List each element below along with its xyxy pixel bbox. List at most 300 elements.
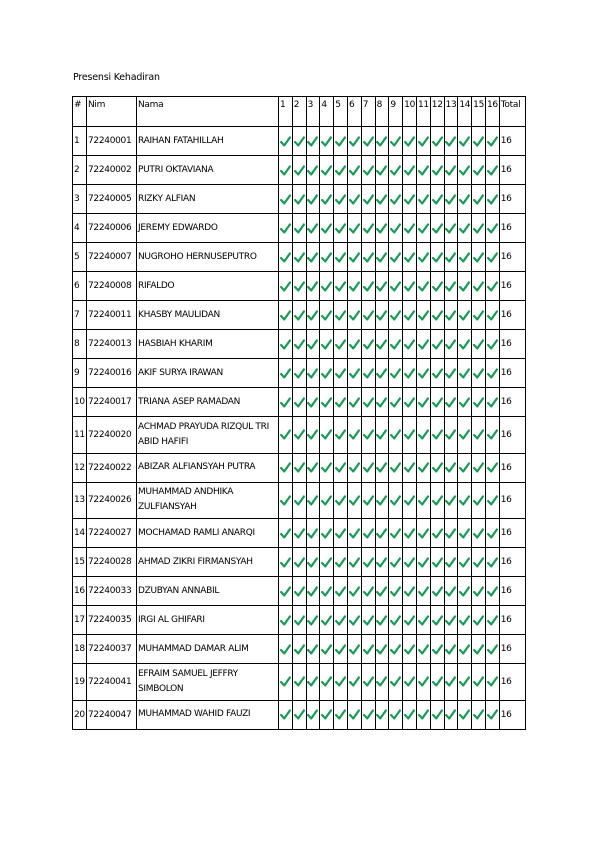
attendance-cell: [403, 301, 417, 330]
table-row: [73, 127, 526, 156]
attendance-cell: [279, 185, 293, 214]
checkmark-icon: [459, 136, 470, 147]
checkmark-icon: [459, 644, 470, 655]
attendance-cell: [361, 127, 375, 156]
attendance-cell: [458, 548, 472, 577]
checkmark-icon: [390, 339, 401, 350]
attendance-cell: [292, 664, 306, 701]
table-row: [73, 330, 526, 359]
checkmark-icon: [294, 165, 305, 176]
attendance-cell: [472, 243, 486, 272]
checkmark-icon: [418, 495, 429, 506]
checkmark-icon: [376, 586, 387, 597]
checkmark-icon: [418, 310, 429, 321]
checkmark-icon: [307, 165, 318, 176]
attendance-cell: [444, 243, 458, 272]
row-number: 7: [73, 301, 87, 330]
checkmark-icon: [335, 709, 346, 720]
checkmark-icon: [445, 615, 456, 626]
checkmark-icon: [432, 586, 443, 597]
checkmark-icon: [321, 676, 332, 687]
row-nim: 72240047: [87, 700, 137, 729]
checkmark-icon: [294, 557, 305, 568]
checkmark-icon: [349, 281, 360, 292]
checkmark-icon: [335, 462, 346, 473]
row-total: 16: [499, 272, 525, 301]
checkmark-icon: [376, 429, 387, 440]
checkmark-icon: [376, 615, 387, 626]
table-row: [73, 243, 526, 272]
attendance-cell: [306, 214, 320, 243]
attendance-cell: [472, 664, 486, 701]
checkmark-icon: [445, 194, 456, 205]
table-row: [73, 635, 526, 664]
attendance-cell: [430, 272, 444, 301]
checkmark-icon: [321, 644, 332, 655]
attendance-cell: [430, 635, 444, 664]
row-nim: 72240008: [87, 272, 137, 301]
row-name: KHASBY MAULIDAN: [137, 301, 279, 330]
attendance-cell: [375, 417, 389, 454]
checkmark-icon: [294, 429, 305, 440]
checkmark-icon: [349, 557, 360, 568]
attendance-cell: [430, 156, 444, 185]
checkmark-icon: [376, 281, 387, 292]
checkmark-icon: [404, 495, 415, 506]
row-name: MOCHAMAD RAMLI ANARQI: [137, 519, 279, 548]
attendance-cell: [292, 453, 306, 482]
checkmark-icon: [459, 223, 470, 234]
attendance-cell: [416, 482, 430, 519]
row-number: 19: [73, 664, 87, 701]
attendance-cell: [306, 301, 320, 330]
attendance-cell: [361, 185, 375, 214]
table-row: [73, 577, 526, 606]
attendance-cell: [458, 482, 472, 519]
attendance-cell: [306, 417, 320, 454]
attendance-cell: [306, 519, 320, 548]
attendance-cell: [458, 635, 472, 664]
checkmark-icon: [404, 136, 415, 147]
attendance-cell: [361, 606, 375, 635]
attendance-cell: [458, 359, 472, 388]
attendance-cell: [485, 243, 499, 272]
attendance-cell: [279, 453, 293, 482]
attendance-cell: [375, 301, 389, 330]
checkmark-icon: [321, 709, 332, 720]
checkmark-icon: [418, 136, 429, 147]
attendance-cell: [485, 156, 499, 185]
header-meeting-6: 6: [347, 97, 361, 127]
attendance-cell: [403, 272, 417, 301]
attendance-cell: [444, 664, 458, 701]
attendance-cell: [375, 214, 389, 243]
header-meeting-11: 11: [416, 97, 430, 127]
checkmark-icon: [363, 165, 374, 176]
row-nim: 72240016: [87, 359, 137, 388]
checkmark-icon: [418, 339, 429, 350]
page-title: Presensi Kehadiran: [73, 72, 160, 83]
attendance-cell: [347, 272, 361, 301]
attendance-cell: [416, 127, 430, 156]
attendance-cell: [389, 185, 403, 214]
row-number: 13: [73, 482, 87, 519]
attendance-cell: [416, 214, 430, 243]
checkmark-icon: [459, 586, 470, 597]
attendance-cell: [361, 482, 375, 519]
checkmark-icon: [307, 136, 318, 147]
checkmark-icon: [376, 462, 387, 473]
checkmark-icon: [487, 310, 498, 321]
checkmark-icon: [307, 310, 318, 321]
checkmark-icon: [335, 397, 346, 408]
attendance-cell: [472, 482, 486, 519]
attendance-cell: [472, 388, 486, 417]
checkmark-icon: [321, 557, 332, 568]
attendance-cell: [389, 453, 403, 482]
attendance-cell: [458, 185, 472, 214]
attendance-cell: [458, 700, 472, 729]
checkmark-icon: [418, 676, 429, 687]
checkmark-icon: [390, 528, 401, 539]
checkmark-icon: [307, 252, 318, 263]
attendance-cell: [347, 417, 361, 454]
attendance-cell: [472, 156, 486, 185]
attendance-cell: [361, 301, 375, 330]
attendance-cell: [416, 635, 430, 664]
checkmark-icon: [473, 676, 484, 687]
attendance-cell: [347, 214, 361, 243]
checkmark-icon: [418, 281, 429, 292]
attendance-cell: [472, 548, 486, 577]
checkmark-icon: [390, 252, 401, 263]
attendance-cell: [306, 156, 320, 185]
checkmark-icon: [363, 586, 374, 597]
checkmark-icon: [349, 528, 360, 539]
attendance-cell: [361, 330, 375, 359]
attendance-cell: [389, 577, 403, 606]
attendance-cell: [430, 453, 444, 482]
attendance-cell: [306, 577, 320, 606]
attendance-cell: [416, 272, 430, 301]
attendance-cell: [292, 548, 306, 577]
row-nim: 72240022: [87, 453, 137, 482]
row-total: 16: [499, 548, 525, 577]
checkmark-icon: [473, 586, 484, 597]
row-total: 16: [499, 606, 525, 635]
checkmark-icon: [363, 310, 374, 321]
checkmark-icon: [404, 709, 415, 720]
row-nim: 72240041: [87, 664, 137, 701]
checkmark-icon: [404, 586, 415, 597]
attendance-cell: [472, 635, 486, 664]
row-nim: 72240007: [87, 243, 137, 272]
checkmark-icon: [432, 615, 443, 626]
checkmark-icon: [404, 676, 415, 687]
row-number: 10: [73, 388, 87, 417]
checkmark-icon: [307, 223, 318, 234]
checkmark-icon: [487, 223, 498, 234]
attendance-cell: [430, 330, 444, 359]
attendance-cell: [403, 214, 417, 243]
attendance-cell: [416, 330, 430, 359]
attendance-cell: [347, 548, 361, 577]
checkmark-icon: [321, 528, 332, 539]
checkmark-icon: [363, 557, 374, 568]
attendance-cell: [292, 330, 306, 359]
attendance-cell: [334, 453, 348, 482]
attendance-cell: [389, 301, 403, 330]
checkmark-icon: [445, 709, 456, 720]
checkmark-icon: [487, 644, 498, 655]
attendance-cell: [375, 185, 389, 214]
attendance-cell: [472, 272, 486, 301]
row-name: RIFALDO: [137, 272, 279, 301]
row-number: 5: [73, 243, 87, 272]
checkmark-icon: [280, 557, 291, 568]
attendance-cell: [361, 453, 375, 482]
attendance-cell: [389, 482, 403, 519]
checkmark-icon: [459, 281, 470, 292]
attendance-cell: [430, 700, 444, 729]
row-nim: 72240013: [87, 330, 137, 359]
table-row: [73, 453, 526, 482]
attendance-cell: [306, 635, 320, 664]
attendance-cell: [458, 243, 472, 272]
checkmark-icon: [390, 165, 401, 176]
checkmark-icon: [294, 281, 305, 292]
attendance-cell: [334, 243, 348, 272]
attendance-cell: [320, 606, 334, 635]
attendance-cell: [361, 519, 375, 548]
attendance-cell: [485, 417, 499, 454]
attendance-cell: [389, 127, 403, 156]
row-total: 16: [499, 577, 525, 606]
attendance-cell: [320, 156, 334, 185]
table-row: [73, 359, 526, 388]
row-nim: 72240035: [87, 606, 137, 635]
checkmark-icon: [335, 676, 346, 687]
attendance-cell: [403, 519, 417, 548]
attendance-cell: [306, 700, 320, 729]
checkmark-icon: [390, 136, 401, 147]
attendance-cell: [416, 156, 430, 185]
attendance-cell: [416, 301, 430, 330]
checkmark-icon: [321, 429, 332, 440]
row-name: RIZKY ALFIAN: [137, 185, 279, 214]
checkmark-icon: [363, 397, 374, 408]
attendance-cell: [347, 127, 361, 156]
checkmark-icon: [335, 429, 346, 440]
checkmark-icon: [473, 223, 484, 234]
checkmark-icon: [445, 644, 456, 655]
attendance-cell: [458, 127, 472, 156]
attendance-cell: [334, 635, 348, 664]
checkmark-icon: [487, 462, 498, 473]
attendance-cell: [361, 548, 375, 577]
attendance-cell: [430, 359, 444, 388]
attendance-cell: [334, 156, 348, 185]
checkmark-icon: [321, 165, 332, 176]
attendance-cell: [458, 417, 472, 454]
checkmark-icon: [487, 339, 498, 350]
attendance-cell: [403, 700, 417, 729]
checkmark-icon: [390, 644, 401, 655]
checkmark-icon: [376, 495, 387, 506]
attendance-cell: [389, 156, 403, 185]
table-row: [73, 417, 526, 454]
checkmark-icon: [349, 165, 360, 176]
header-meeting-4: 4: [320, 97, 334, 127]
checkmark-icon: [487, 495, 498, 506]
checkmark-icon: [459, 310, 470, 321]
checkmark-icon: [404, 615, 415, 626]
checkmark-icon: [376, 397, 387, 408]
attendance-cell: [320, 548, 334, 577]
attendance-cell: [347, 330, 361, 359]
attendance-cell: [444, 635, 458, 664]
attendance-cell: [430, 519, 444, 548]
attendance-cell: [347, 482, 361, 519]
attendance-cell: [430, 577, 444, 606]
checkmark-icon: [307, 495, 318, 506]
table-row: [73, 606, 526, 635]
checkmark-icon: [473, 339, 484, 350]
attendance-cell: [306, 272, 320, 301]
attendance-cell: [292, 635, 306, 664]
attendance-cell: [375, 664, 389, 701]
attendance-cell: [472, 214, 486, 243]
row-total: 16: [499, 127, 525, 156]
checkmark-icon: [363, 223, 374, 234]
attendance-cell: [320, 272, 334, 301]
attendance-cell: [347, 388, 361, 417]
row-name: AKIF SURYA IRAWAN: [137, 359, 279, 388]
attendance-cell: [320, 214, 334, 243]
checkmark-icon: [404, 429, 415, 440]
checkmark-icon: [404, 252, 415, 263]
checkmark-icon: [390, 676, 401, 687]
row-number: 20: [73, 700, 87, 729]
checkmark-icon: [432, 557, 443, 568]
attendance-cell: [306, 243, 320, 272]
attendance-cell: [389, 700, 403, 729]
checkmark-icon: [390, 281, 401, 292]
attendance-cell: [279, 243, 293, 272]
attendance-cell: [458, 388, 472, 417]
checkmark-icon: [321, 310, 332, 321]
attendance-cell: [279, 359, 293, 388]
checkmark-icon: [445, 528, 456, 539]
header-meeting-16: 16: [485, 97, 499, 127]
attendance-cell: [361, 417, 375, 454]
checkmark-icon: [280, 644, 291, 655]
checkmark-icon: [376, 136, 387, 147]
attendance-cell: [334, 577, 348, 606]
attendance-cell: [361, 577, 375, 606]
row-number: 9: [73, 359, 87, 388]
checkmark-icon: [487, 281, 498, 292]
checkmark-icon: [307, 586, 318, 597]
row-name: RAIHAN FATAHILLAH: [137, 127, 279, 156]
row-name: ACHMAD PRAYUDA RIZQUL TRI ABID HAFIFI: [137, 417, 279, 454]
checkmark-icon: [294, 339, 305, 350]
attendance-cell: [306, 606, 320, 635]
row-name: ABIZAR ALFIANSYAH PUTRA: [137, 453, 279, 482]
attendance-cell: [334, 272, 348, 301]
attendance-cell: [306, 359, 320, 388]
attendance-cell: [430, 417, 444, 454]
row-number: 15: [73, 548, 87, 577]
attendance-cell: [279, 127, 293, 156]
row-total: 16: [499, 185, 525, 214]
attendance-cell: [334, 482, 348, 519]
checkmark-icon: [363, 429, 374, 440]
header-total: Total: [499, 97, 525, 127]
checkmark-icon: [390, 557, 401, 568]
attendance-cell: [389, 359, 403, 388]
row-name: JEREMY EDWARDO: [137, 214, 279, 243]
checkmark-icon: [473, 615, 484, 626]
checkmark-icon: [307, 397, 318, 408]
attendance-cell: [334, 664, 348, 701]
checkmark-icon: [294, 709, 305, 720]
checkmark-icon: [445, 586, 456, 597]
checkmark-icon: [390, 709, 401, 720]
checkmark-icon: [335, 586, 346, 597]
checkmark-icon: [404, 397, 415, 408]
checkmark-icon: [445, 368, 456, 379]
attendance-cell: [334, 548, 348, 577]
attendance-cell: [320, 330, 334, 359]
table-row: [73, 519, 526, 548]
attendance-cell: [375, 127, 389, 156]
attendance-cell: [403, 330, 417, 359]
checkmark-icon: [363, 136, 374, 147]
checkmark-icon: [445, 397, 456, 408]
checkmark-icon: [349, 310, 360, 321]
checkmark-icon: [418, 528, 429, 539]
row-total: 16: [499, 301, 525, 330]
checkmark-icon: [349, 397, 360, 408]
checkmark-icon: [418, 462, 429, 473]
attendance-cell: [416, 577, 430, 606]
attendance-cell: [292, 700, 306, 729]
checkmark-icon: [487, 709, 498, 720]
checkmark-icon: [473, 165, 484, 176]
attendance-cell: [444, 548, 458, 577]
checkmark-icon: [376, 676, 387, 687]
attendance-cell: [347, 359, 361, 388]
attendance-cell: [361, 700, 375, 729]
checkmark-icon: [445, 252, 456, 263]
attendance-cell: [403, 606, 417, 635]
attendance-cell: [485, 185, 499, 214]
row-name: HASBIAH KHARIM: [137, 330, 279, 359]
checkmark-icon: [432, 165, 443, 176]
checkmark-icon: [321, 368, 332, 379]
checkmark-icon: [404, 339, 415, 350]
checkmark-icon: [487, 194, 498, 205]
attendance-cell: [403, 127, 417, 156]
checkmark-icon: [307, 281, 318, 292]
checkmark-icon: [432, 495, 443, 506]
attendance-cell: [416, 548, 430, 577]
checkmark-icon: [390, 397, 401, 408]
row-number: 1: [73, 127, 87, 156]
checkmark-icon: [321, 586, 332, 597]
checkmark-icon: [363, 615, 374, 626]
